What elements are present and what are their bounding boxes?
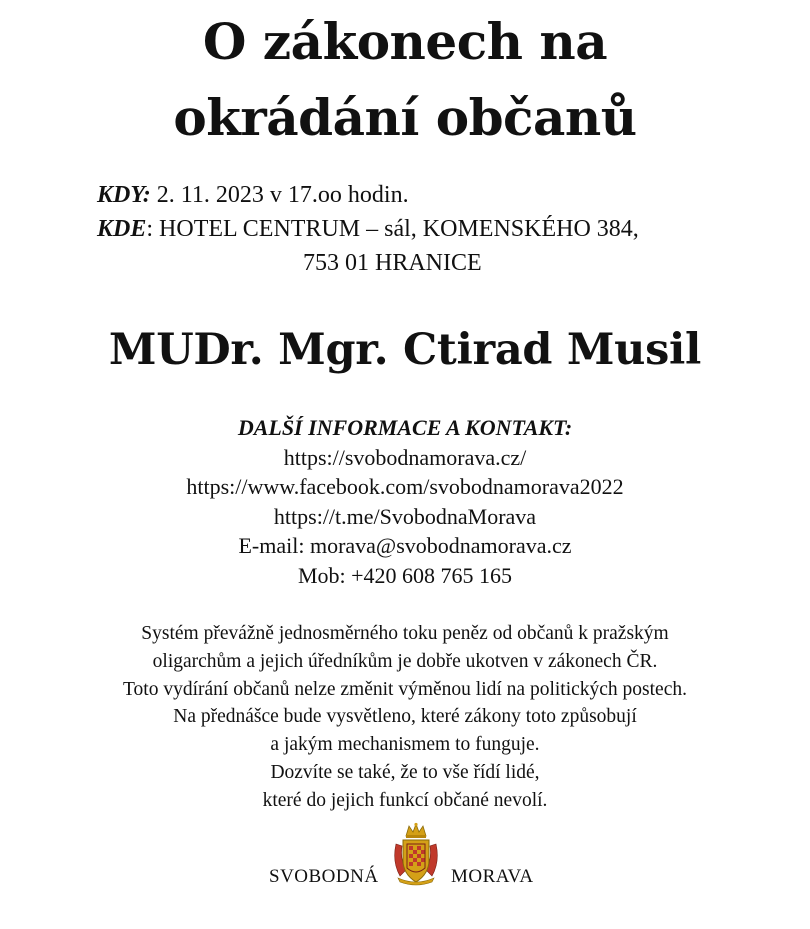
description	[0, 620, 810, 815]
when-value: 2. 11. 2023 v 17.oo hodin.	[156, 182, 409, 208]
description-line: které do jejich funkcí občané nevolí.	[262, 789, 548, 811]
where-value-line-2: 753 01 HRANICE	[303, 250, 482, 276]
event-where-row	[97, 212, 737, 246]
footer-logo	[0, 822, 810, 902]
description-line: Dozvíte se také, že to vše řídí lidé,	[270, 761, 540, 783]
where-label: KDE	[97, 216, 147, 242]
description-line: Systém převážně jednosměrného toku peněz od občanů k pražským	[141, 623, 669, 644]
poster-title	[0, 4, 810, 156]
event-when-row	[97, 178, 737, 212]
contact-block	[0, 413, 810, 590]
event-details	[97, 178, 737, 280]
moravian-eagle-crest-icon	[392, 822, 440, 886]
footer-right-word: MORAVA	[451, 866, 534, 887]
where-value: : HOTEL CENTRUM – sál, KOMENSKÉHO 384,	[146, 216, 639, 242]
contact-heading: DALŠÍ INFORMACE A KONTAKT:	[237, 415, 573, 440]
website-link[interactable]: https://svobodnamorava.cz/	[283, 444, 527, 470]
description-line: Na přednášce bude vysvětleno, které zákony toto způsobují	[173, 706, 637, 728]
title-line-2: okrádání občanů	[173, 88, 637, 147]
footer-left-word: SVOBODNÁ	[269, 866, 379, 887]
facebook-link[interactable]: https://www.facebook.com/svobodnamorava2022	[186, 474, 624, 499]
when-label: KDY:	[97, 182, 151, 208]
phone-contact: Mob: +420 608 765 165	[297, 562, 513, 588]
description-line: Toto vydírání občanů nelze změnit výměnou lidí na politických postech.	[123, 678, 687, 700]
speaker-name: MUDr. Mgr. Ctirad Musil	[108, 325, 702, 375]
email-contact[interactable]: E-mail: morava@svobodnamorava.cz	[238, 533, 572, 558]
title-line-1: O zákonech na	[202, 12, 608, 71]
description-line: a jakým mechanismem to funguje.	[270, 734, 540, 756]
description-line: oligarchům a jejich úředníkům je dobře ukotven v zákonech ČR.	[152, 650, 658, 672]
telegram-link[interactable]: https://t.me/SvobodnaMorava	[273, 503, 537, 529]
